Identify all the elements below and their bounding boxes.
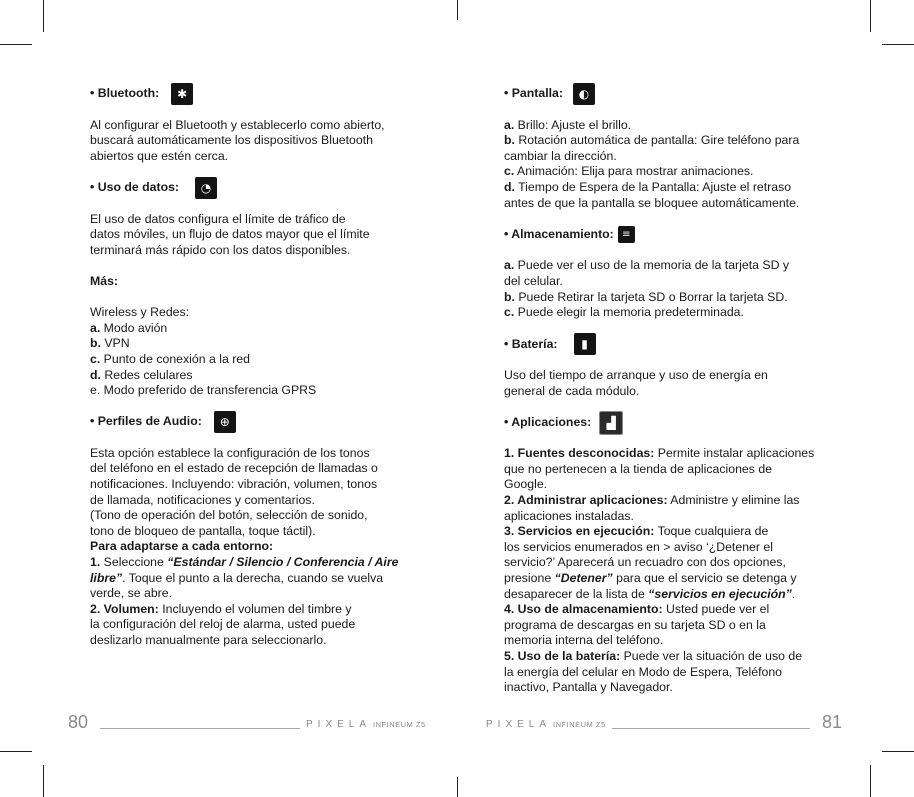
apps-item-5: la energía del celular en Modo de Espera, Teléfono xyxy=(504,664,783,679)
apps-item-1: 1. Fuentes desconocidas: Permite instalar aplicaciones xyxy=(504,446,815,461)
list-item: b. Rotación automática de pantalla: Gire teléfono para xyxy=(504,133,800,148)
audio-text: Esta opción establece la configuración de los tonos xyxy=(90,445,370,460)
list-item: d. Redes celulares xyxy=(90,367,193,382)
list-item: cambiar la dirección. xyxy=(504,148,617,163)
crop-mark xyxy=(870,765,871,797)
battery-heading: • Batería: xyxy=(504,336,558,351)
list-item: antes de que la pantalla se bloquee automáticamente. xyxy=(504,195,800,210)
audio-step-1: verde, se abre. xyxy=(90,586,173,601)
audio-text: (Tono de operación del botón, selección de sonido, xyxy=(90,508,368,523)
list-item: a. Puede ver el uso de la memoria de la tarjeta SD y xyxy=(504,258,790,273)
display-brightness-icon: ◐ xyxy=(573,83,595,105)
audio-step-2: 2. Volumen: Incluyendo el volumen del timbre y xyxy=(90,601,352,616)
crop-mark xyxy=(457,0,458,20)
bluetooth-text: abiertos que estén cerca. xyxy=(90,148,229,163)
page-number-right: 81 xyxy=(822,712,843,732)
audio-step-2: deslizarlo manualmente para seleccionarlo. xyxy=(90,633,327,647)
apps-item-4: memoria interna del teléfono. xyxy=(504,633,664,648)
audio-text: notificaciones. Incluyendo: vibración, volumen, tonos xyxy=(90,477,378,492)
battery-icon: ▮ xyxy=(574,333,596,355)
apps-item-2: 2. Administrar aplicaciones: Administre y elimine las xyxy=(504,493,800,508)
apps-item-3: 3. Servicios en ejecución: Toque cualquiera de xyxy=(504,524,769,539)
crop-mark xyxy=(882,751,914,752)
crop-mark xyxy=(43,0,44,32)
list-item: del celular. xyxy=(504,273,563,288)
crop-mark xyxy=(43,765,44,797)
crop-mark xyxy=(0,751,32,752)
list-item: a. Brillo: Ajuste el brillo. xyxy=(504,117,632,132)
list-item: c. Punto de conexión a la red xyxy=(90,351,250,366)
more-heading: Más: xyxy=(90,273,119,288)
list-item: d. Tiempo de Espera de la Pantalla: Ajuste el retraso xyxy=(504,179,792,194)
list-item: c. Animación: Elija para mostrar animaciones. xyxy=(504,164,754,179)
apps-item-4: 4. Uso de almacenamiento: Usted puede ver el xyxy=(504,602,770,617)
audio-step-1: 1. Seleccione “Estándar / Silencio / Conferencia / Aire xyxy=(90,555,399,570)
apps-item-4: programa de descargas en su tarjeta SD o en la xyxy=(504,617,766,632)
list-item: b. Puede Retirar la tarjeta SD o Borrar la tarjeta SD. xyxy=(504,289,788,304)
apps-item-3: los servicios enumerados en > aviso ‘¿Detener el xyxy=(504,539,773,554)
crop-mark xyxy=(457,777,458,797)
battery-text: Uso del tiempo de arranque y uso de energía en xyxy=(504,367,768,382)
wireless-intro: Wireless y Redes: xyxy=(90,305,190,320)
page-number-left: 80 xyxy=(68,712,89,732)
data-usage-heading: • Uso de datos: xyxy=(90,180,180,195)
bluetooth-icon: ✱ xyxy=(171,83,193,105)
footer-rule xyxy=(612,728,810,729)
audio-subheading: Para adaptarse a cada entorno: xyxy=(90,539,274,554)
apps-item-1: Google. xyxy=(504,477,548,492)
storage-icon: ≡ xyxy=(618,226,635,243)
data-usage-icon: ◔ xyxy=(195,177,217,199)
bluetooth-text: Al configurar el Bluetooth y establecerlo como abierto, xyxy=(90,117,385,132)
apps-item-5: 5. Uso de la batería: Puede ver la situación de uso de xyxy=(504,649,803,663)
audio-step-1: libre”. Toque el punto a la derecha, cuando se vuelva xyxy=(90,570,384,585)
apps-icon: ▟ xyxy=(599,411,623,435)
display-heading: • Pantalla: xyxy=(504,86,563,101)
brand-logo-right: PIXELA INFINEUM Z5 xyxy=(486,719,606,730)
list-item: a. Modo avión xyxy=(90,320,168,335)
data-usage-text: datos móviles, un flujo de datos mayor que el límite xyxy=(90,227,370,242)
crop-mark xyxy=(0,44,32,45)
apps-item-2: aplicaciones instaladas. xyxy=(504,508,634,523)
list-item: c. Puede elegir la memoria predeterminada. xyxy=(504,305,744,320)
audio-text: tono de bloqueo de pantalla, toque táctil). xyxy=(90,523,316,538)
audio-step-2: la configuración del reloj de alarma, usted puede xyxy=(90,617,356,632)
brand-logo-left: PIXELA INFINEUM Z5 xyxy=(306,719,426,730)
apps-item-3: servicio?’ Aparecerá un recuadro con dos opciones, xyxy=(504,555,786,570)
crop-mark xyxy=(870,0,871,32)
bluetooth-text: buscará automáticamente los dispositivos Bluetooth xyxy=(90,133,373,148)
data-usage-text: terminará más rápido con los datos disponibles. xyxy=(90,242,351,257)
audio-text: de llamada, notificaciones y comentarios. xyxy=(90,492,315,507)
data-usage-text: El uso de datos configura el límite de tráfico de xyxy=(90,211,346,226)
left-page-content xyxy=(90,86,420,649)
audio-heading: • Perfiles de Audio: xyxy=(90,414,202,429)
audio-text: del teléfono en el estado de recepción de llamadas o xyxy=(90,461,378,476)
apps-item-1: que no pertenecen a la tienda de aplicaciones de xyxy=(504,461,773,476)
apps-item-3: presione “Detener” para que el servicio se detenga y xyxy=(504,571,797,586)
storage-heading: • Almacenamiento: xyxy=(504,226,614,241)
list-item: b. VPN xyxy=(90,336,130,351)
footer-rule xyxy=(100,728,300,729)
apps-heading: • Aplicaciones: xyxy=(504,414,592,429)
audio-profiles-icon: ⊕ xyxy=(214,411,236,433)
apps-item-5: inactivo, Pantalla y Navegador. xyxy=(504,680,673,695)
bluetooth-heading: • Bluetooth: xyxy=(90,86,160,101)
battery-text: general de cada módulo. xyxy=(504,383,640,398)
right-page-content xyxy=(504,86,834,696)
list-item: e. Modo preferido de transferencia GPRS xyxy=(90,383,317,398)
apps-item-3: desaparecer de la lista de “servicios en ejecución”. xyxy=(504,586,796,601)
crop-mark xyxy=(882,44,914,45)
